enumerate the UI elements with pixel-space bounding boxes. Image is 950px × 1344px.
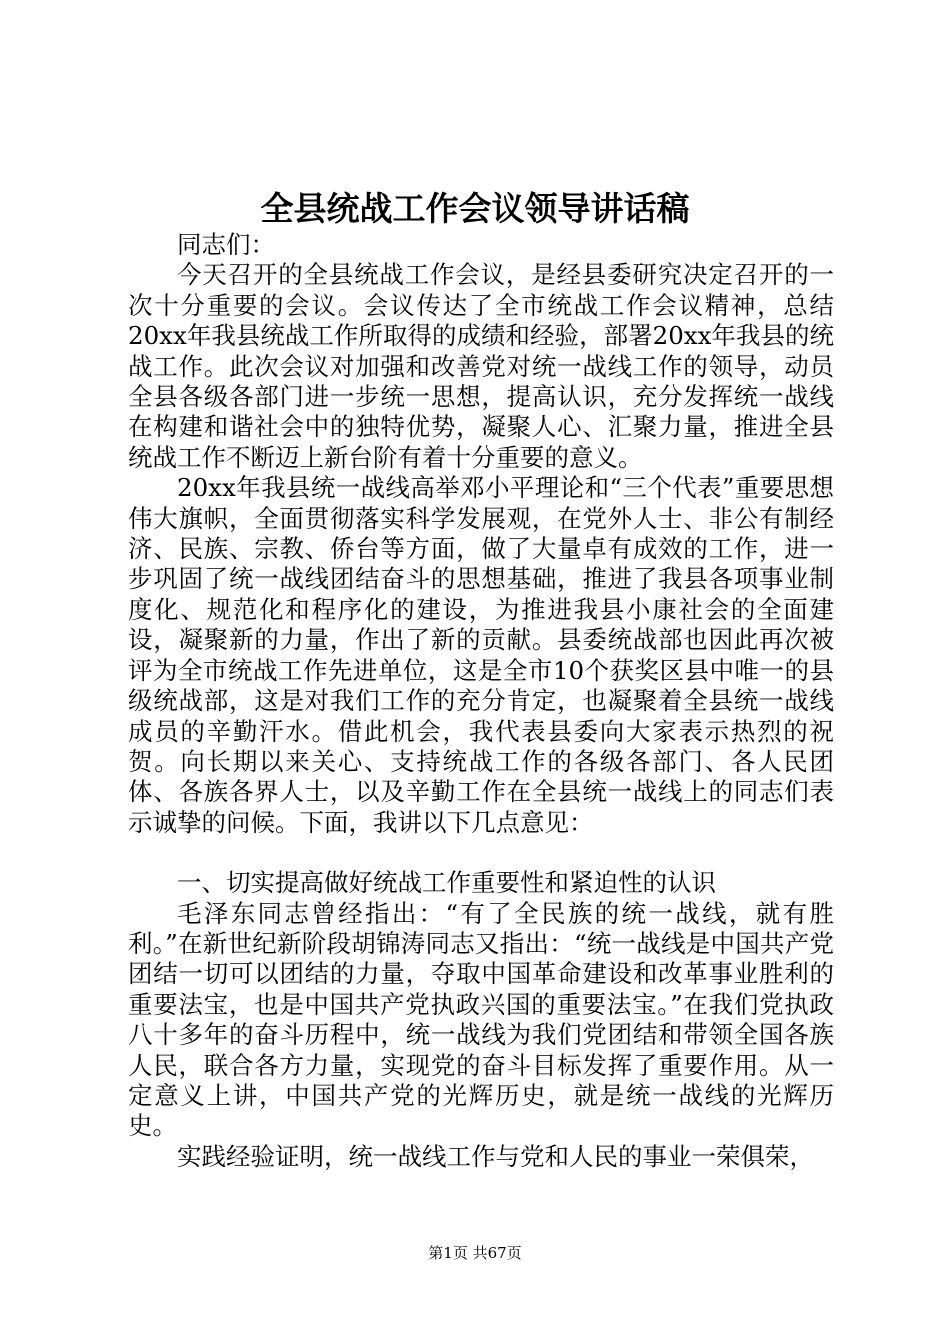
- section-heading: 一、切实提高做好统战工作重要性和紧迫性的认识: [177, 868, 716, 898]
- salutation: 同志们：: [177, 230, 275, 259]
- document-title: 全县统战工作会议领导讲话稿: [260, 189, 690, 228]
- page-footer: 第1页 共67页: [428, 1244, 522, 1262]
- body-paragraph: 今天召开的全县统战工作会议，是经县委研究决定召开的一次十分重要的会议。会议传达了全市统战工作会议精神，总结20xx年我县统战工作所取得的成绩和经验，部署20xx年我县的统战工作。此次会议对加强和改善党对统一战线工作的领导，动员全县各级各部门进一步统一思想，提高认识，充分发挥统一战线在构建和谐社会中的独特优势，凝聚人心、汇聚力量，推进全县统战工作不断迈上新台阶有着十分重要的意义。: [128, 260, 834, 472]
- document-body: [128, 230, 834, 1172]
- body-paragraph: 毛泽东同志曾经指出：“有了全民族的统一战线，就有胜利。”在新世纪新阶段胡锦涛同志又指出：“统一战线是中国共产党团结一切可以团结的力量，夺取中国革命建设和改革事业胜利的重要法宝，也是中国共产党执政兴国的重要法宝。”在我们党执政八十多年的奋斗历程中，统一战线为我们党团结和带领全国各族人民，联合各方力量，实现党的奋斗目标发挥了重要作用。从一定意义上讲，中国共产党的光辉历史，就是统一战线的光辉历史。: [128, 898, 834, 1141]
- body-paragraph: 实践经验证明，统一战线工作与党和人民的事业一荣俱荣，: [177, 1141, 814, 1171]
- body-paragraph: 20xx年我县统一战线高举邓小平理论和“三个代表”重要思想伟大旗帜，全面贯彻落实科学发展观，在党外人士、非公有制经济、民族、宗教、侨台等方面，做了大量卓有成效的工作，进一步巩固了统一战线团结奋斗的思想基础，推进了我县各项事业制度化、规范化和程序化的建设，为推进我县小康社会的全面建设，凝聚新的力量，作出了新的贡献。县委统战部也因此再次被评为全市统战工作先进单位，这是全市10个获奖区县中唯一的县级统战部，这是对我们工作的充分肯定，也凝聚着全县统一战线成员的辛勤汗水。借此机会，我代表县委向大家表示热烈的祝贺。向长期以来关心、支持统战工作的各级各部门、各人民团体、各族各界人士，以及辛勤工作在全县统一战线上的同志们表示诚挚的问候。下面，我讲以下几点意见：: [128, 473, 834, 837]
